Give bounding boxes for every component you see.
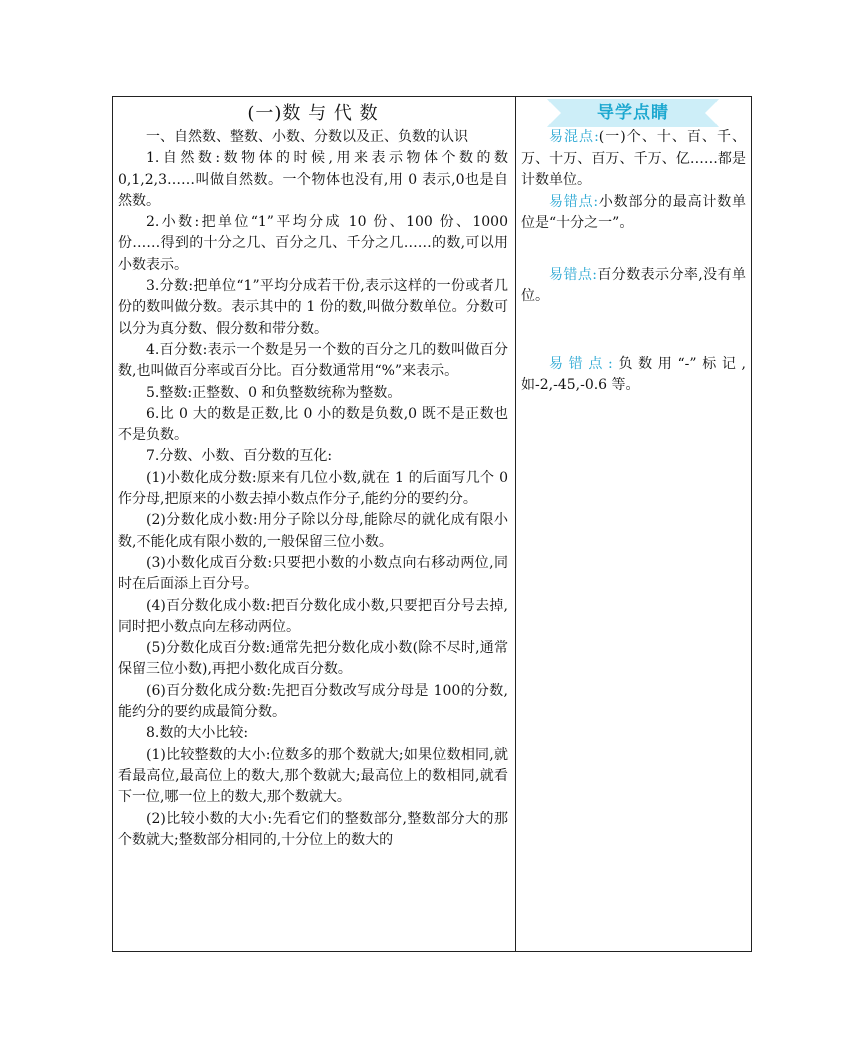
- paragraph: 5.整数:正整数、0 和负整数统称为整数。: [146, 384, 402, 401]
- note-item: [521, 192, 746, 235]
- side-header-banner: [547, 99, 719, 127]
- note-text: (一)个、十、百、千、万、十万、百万、千万、亿……都是计数单位。: [521, 129, 746, 188]
- section-title: (一)数 与 代 数: [247, 103, 379, 124]
- note-text: 小数部分的最高计数单位是“十分之一”。: [521, 193, 747, 231]
- paragraph: (2)比较小数的大小:先看它们的整数部分,整数部分大的那个数就大;整数部分相同的,十分位上的数大的: [118, 810, 508, 848]
- note-item: [521, 127, 746, 192]
- note-item: [521, 265, 746, 308]
- content-table: [112, 96, 752, 952]
- paragraph: (6)百分数化成分数:先把百分数改写成分母是 100的分数,能约分的要约成最简分数。: [118, 682, 508, 721]
- paragraph: 6.比 0 大的数是正数,比 0 小的数是负数,0 既不是正数也不是负数。: [118, 405, 508, 444]
- note-label: 易错点:: [549, 193, 599, 210]
- side-column: [521, 97, 746, 397]
- note-text: 百分数表示分率,没有单位。: [521, 266, 746, 304]
- paragraph: 8.数的大小比较:: [146, 725, 249, 742]
- paragraph: 4.百分数:表示一个数是另一个数的百分之几的数叫做百分数,也叫做百分率或百分比。百分数通常用“%”来表示。: [118, 341, 508, 380]
- note-item: [521, 354, 746, 397]
- paragraph: 3.分数:把单位“1”平均分成若干份,表示这样的一份或者几份的数叫做分数。表示其中的 1 份的数,叫做分数单位。分数可以分为真分数、假分数和带分数。: [118, 278, 508, 337]
- spacer: [521, 308, 746, 354]
- paragraph: (1)比较整数的大小:位数多的那个数就大;如果位数相同,就看最高位,最高位上的数大,那个数就大;最高位上的数相同,就看下一位,哪一位上的数大,那个数就大。: [118, 746, 508, 806]
- note-label: 易错点:: [549, 355, 613, 372]
- main-column: [118, 101, 508, 851]
- note-label: 易错点:: [549, 266, 597, 283]
- column-divider: [515, 97, 516, 951]
- paragraph: (1)小数化成分数:原来有几位小数,就在 1 的后面写几个 0 作分母,把原来的小数去掉小数点作分子,能约分的要约分。: [118, 469, 508, 508]
- paragraph: 2.小数:把单位“1”平均分成 10 份、100 份、1000 份……得到的十分之几、百分之几、千分之几……的数,可以用小数表示。: [118, 214, 508, 273]
- paragraph: (3)小数化成百分数:只要把小数的小数点向右移动两位,同时在后面添上百分号。: [118, 554, 508, 593]
- paragraph: (5)分数化成百分数:通常先把分数化成小数(除不尽时,通常保留三位小数),再把小数化成百分数。: [118, 640, 508, 678]
- paragraph: 一、自然数、整数、小数、分数以及正、负数的认识: [146, 129, 468, 145]
- note-label: 易混点:: [549, 129, 599, 145]
- paragraph: (4)百分数化成小数:把百分数化成小数,只要把百分号去掉,同时把小数点向左移动两位。: [118, 597, 508, 635]
- side-header-title: 导学点睛: [597, 103, 669, 123]
- paragraph: 7.分数、小数、百分数的互化:: [146, 448, 333, 465]
- paragraph: (2)分数化成小数:用分子除以分母,能除尽的就化成有限小数,不能化成有限小数的,一般保留三位小数。: [118, 512, 508, 550]
- spacer: [521, 235, 746, 265]
- note-text: 负数用“-”标记,如-2,-45,-0.6 等。: [521, 355, 747, 393]
- paragraph: 1.自然数:数物体的时候,用来表示物体个数的数0,1,2,3……叫做自然数。一个物体也没有,用 0 表示,0也是自然数。: [118, 150, 508, 209]
